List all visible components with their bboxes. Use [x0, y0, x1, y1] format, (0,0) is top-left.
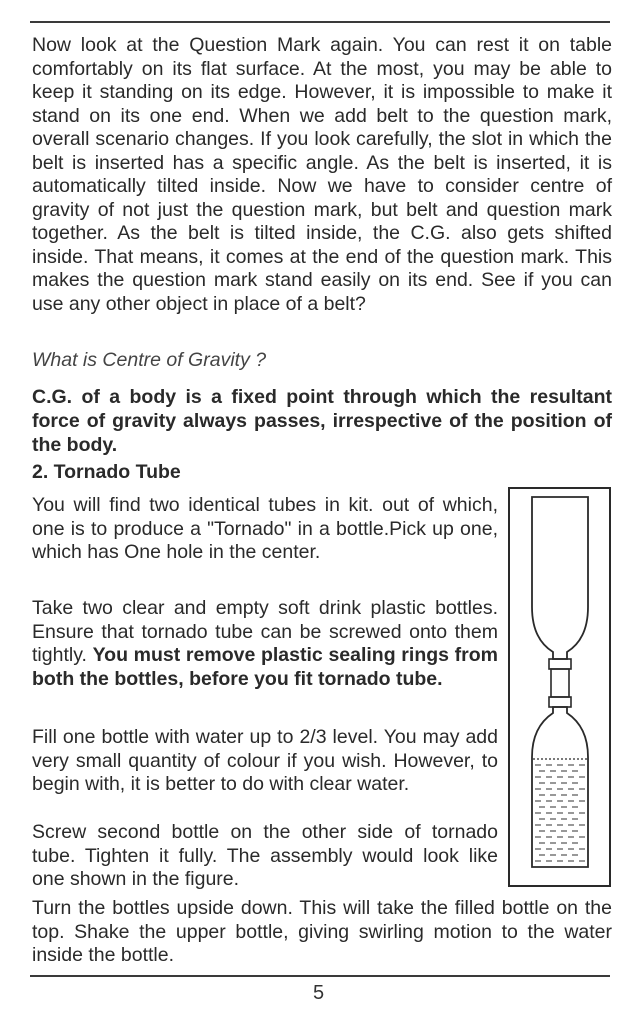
- top-rule: [30, 21, 610, 23]
- paragraph-turn: Turn the bottles upside down. This will take the filled bottle on the top. Shake the upper bottle, giving swirling motion to the water inside the bottle.: [32, 897, 612, 966]
- paragraph-bottles-warning: You must remove plastic sealing rings from both the bottles, before you fit tornado tube.: [32, 644, 498, 690]
- page-number: 5: [312, 982, 325, 1004]
- question-centre-of-gravity: What is Centre of Gravity ?: [32, 349, 267, 371]
- tornado-tube-figure: [508, 487, 611, 887]
- bottom-rule: [30, 975, 610, 977]
- upper-bottle: [532, 497, 588, 659]
- water-hatching: [535, 765, 585, 861]
- paragraph-fill: Fill one bottle with water up to 2/3 level. You may add very small quantity of colour if you wish. However, to begin with, it is better to do with clear water.: [32, 726, 498, 795]
- paragraph-screw: Screw second bottle on the other side of tornado tube. Tighten it fully. The assembly would look like one shown in the figure.: [32, 821, 498, 890]
- section-heading-tornado-tube: 2. Tornado Tube: [32, 461, 181, 483]
- tube-cap-top: [549, 659, 571, 669]
- paragraph-tubes: You will find two identical tubes in kit. out of which, one is to produce a "Tornado" in a bottle.Pick up one, which has One hole in the center.: [32, 494, 498, 563]
- tube-cap-bottom: [549, 697, 571, 707]
- definition-centre-of-gravity: C.G. of a body is a fixed point through which the resultant force of gravity always passes, irrespective of the position of the body.: [32, 386, 612, 456]
- paragraph-question-mark: Now look at the Question Mark again. You can rest it on table comfortably on its flat surface. At the most, you may be able to keep it standing on its edge. However, it is impossible to make it stand on its one end. When we add belt to the question mark, overall scenario changes. If you look carefully, the slot in which the belt is inserted has a specific angle. As the belt is inserted, it is automatically tilted inside. Now we have to consider centre of gravity of not just the question mark, but belt and question mark together. As the belt is tilted inside, the C.G. also gets shifted inside. That means, it comes at the end of the question mark. This makes the question mark stand easily on its end. See if you can use any other object in place of a belt?: [32, 34, 612, 315]
- tornado-tube-bottles-illustration: [510, 489, 609, 885]
- paragraph-bottles: [32, 597, 498, 691]
- paragraph-bottles-text: Take two clear and empty soft drink plastic bottles. Ensure that tornado tube can be screwed onto them tightly.: [32, 597, 498, 666]
- tornado-tube-connector: [551, 669, 569, 697]
